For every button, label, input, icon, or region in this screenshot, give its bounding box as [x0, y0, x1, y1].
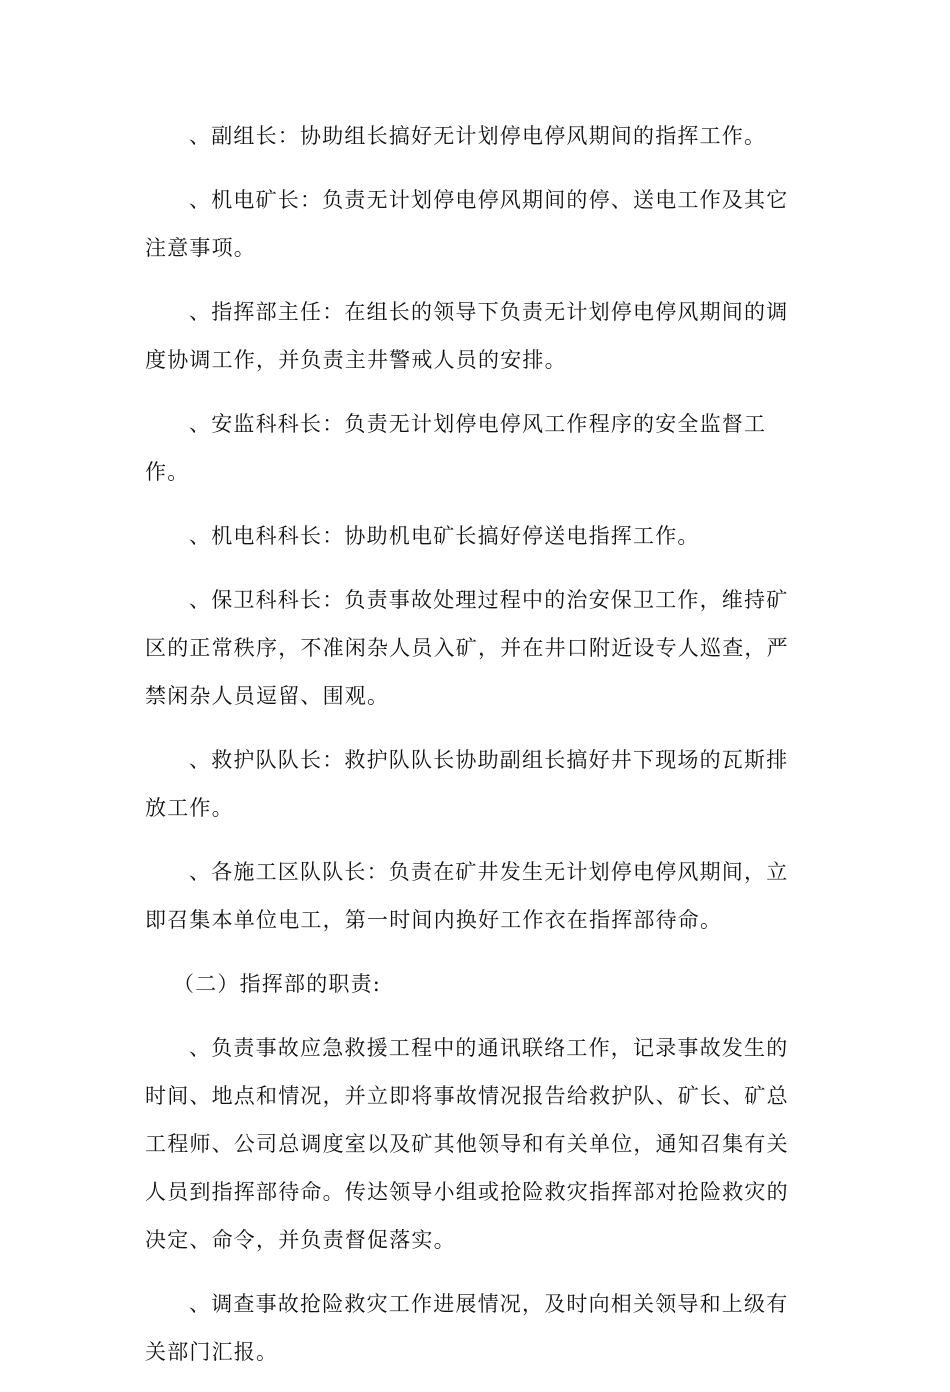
paragraph-rescue-team-captain: 、救护队队长：救护队队长协助副组长搞好井下现场的瓦斯排放工作。: [145, 748, 789, 820]
paragraph-investigation-duty: 、调查事故抢险救灾工作进展情况，及时向相关领导和上级有关部门汇报。: [145, 1292, 789, 1364]
paragraph-command-director: 、指挥部主任：在组长的领导下负责无计划停电停风期间的调度协调工作，并负责主井警戒人员的安排。: [145, 300, 789, 372]
paragraph-electromechanical-section-chief: 、机电科科长：协助机电矿长搞好停送电指挥工作。: [189, 524, 700, 548]
paragraph-communication-duty: 、负责事故应急救援工程中的通讯联络工作，记录事故发生的时间、地点和情况，并立即将事故情况报告给救护队、矿长、矿总工程师、公司总调度室以及矿其他领导和有关单位，通知召集有关人员到指挥部待命。传达领导小组或抢险救灾指挥部对抢险救灾的决定、命令，并负责督促落实。: [145, 1036, 789, 1252]
paragraph-construction-team-leaders: 、各施工区队队长：负责在矿井发生无计划停电停风期间，立即召集本单位电工，第一时间内换好工作衣在指挥部待命。: [145, 860, 789, 932]
document-body: [145, 112, 807, 1392]
paragraph-electromechanical-mine-manager: 、机电矿长：负责无计划停电停风期间的停、送电工作及其它注意事项。: [145, 188, 789, 260]
section-heading-command-duties: （二）指挥部的职责:: [173, 972, 382, 996]
paragraph-safety-supervision-chief: 、安监科科长：负责无计划停电停风工作程序的安全监督工作。: [145, 412, 767, 484]
paragraph-deputy-leader: 、副组长：协助组长搞好无计划停电停风期间的指挥工作。: [189, 124, 767, 148]
paragraph-security-section-chief: 、保卫科科长：负责事故处理过程中的治安保卫工作，维持矿区的正常秩序，不准闲杂人员入矿，并在井口附近设专人巡查，严禁闲杂人员逗留、围观。: [145, 588, 789, 708]
